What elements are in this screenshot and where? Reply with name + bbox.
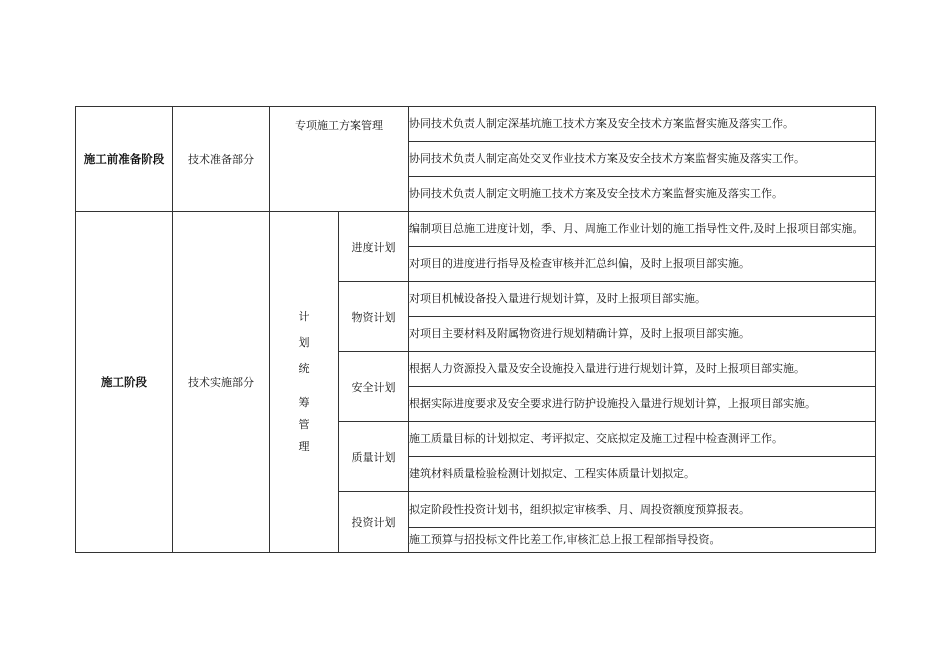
management-vertical-cell xyxy=(270,212,339,553)
management-vertical-label xyxy=(299,304,310,460)
duty-cell: 对项目主要材料及附属物资进行规划精确计算，及时上报项目部实施。 xyxy=(409,317,876,352)
vertical-char: 划 xyxy=(298,336,310,349)
duty-cell: 协同技术负责人制定深基坑施工技术方案及安全技术方案监督实施及落实工作。 xyxy=(409,107,876,142)
duty-cell: 编制项目总施工进度计划，季、月、周施工作业计划的施工指导性文件,及时上报项目部实施。 xyxy=(409,212,876,247)
vertical-char: 统 xyxy=(298,362,310,375)
vertical-char: 计 xyxy=(298,310,310,323)
duty-cell: 施工质量目标的计划拟定、考评拟定、交底拟定及施工过程中检查测评工作。 xyxy=(409,422,876,457)
duty-cell: 对项目机械设备投入量进行规划计算，及时上报项目部实施。 xyxy=(409,282,876,317)
plan-cell-materials: 物资计划 xyxy=(339,282,409,352)
duty-cell: 根据实际进度要求及安全要求进行防护设施投入量进行规划计算，上报项目部实施。 xyxy=(409,387,876,422)
vertical-char: 管 xyxy=(298,418,310,431)
duty-cell: 拟定阶段性投资计划书，组织拟定审核季、月、周投资额度预算报表。 xyxy=(409,492,876,528)
phase-cell-preparation: 施工前准备阶段 xyxy=(76,107,173,212)
phase-cell-construction: 施工阶段 xyxy=(76,212,173,553)
vertical-char: 理 xyxy=(298,440,310,453)
duty-cell: 协同技术负责人制定文明施工技术方案及安全技术方案监督实施及落实工作。 xyxy=(409,177,876,212)
duty-cell: 建筑材料质量检验检测计划拟定、工程实体质量计划拟定。 xyxy=(409,457,876,492)
duty-cell: 对项目的进度进行指导及检查审核并汇总纠偏，及时上报项目部实施。 xyxy=(409,247,876,282)
duty-cell: 协同技术负责人制定高处交叉作业技术方案及安全技术方案监督实施及落实工作。 xyxy=(409,142,876,177)
table-row xyxy=(76,107,876,142)
department-cell-tech-impl: 技术实施部分 xyxy=(173,212,270,553)
plan-cell-schedule: 进度计划 xyxy=(339,212,409,282)
department-cell-tech-prep: 技术准备部分 xyxy=(173,107,270,212)
duty-cell: 施工预算与招投标文件比差工作,审核汇总上报工程部指导投资。 xyxy=(409,528,876,553)
plan-cell-safety: 安全计划 xyxy=(339,352,409,422)
task-label: 专项施工方案管理 xyxy=(295,119,383,132)
plan-cell-investment: 投资计划 xyxy=(339,492,409,553)
vertical-char: 筹 xyxy=(298,396,310,409)
responsibility-table xyxy=(75,106,876,553)
duty-cell: 根据人力资源投入量及安全设施投入量进行进行规划计算，及时上报项目部实施。 xyxy=(409,352,876,387)
table-row xyxy=(76,212,876,247)
task-cell-special-plan xyxy=(270,107,409,212)
plan-cell-quality: 质量计划 xyxy=(339,422,409,492)
